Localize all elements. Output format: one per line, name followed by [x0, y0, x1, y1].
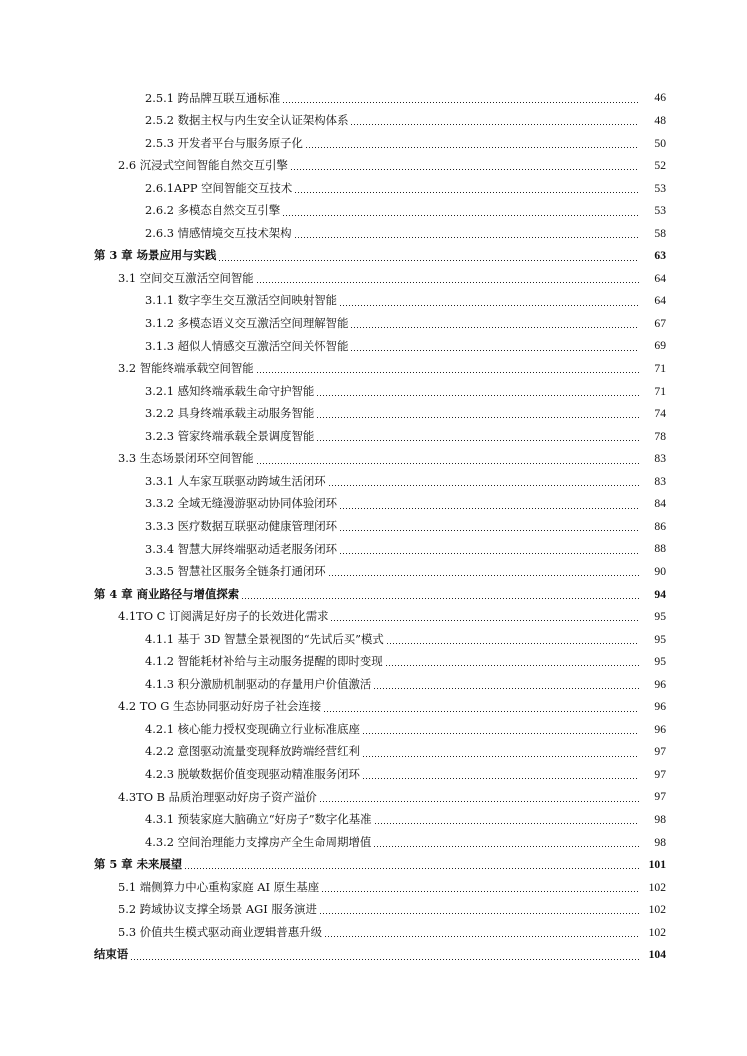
toc-chapter[interactable]: [0, 944, 747, 967]
toc-entry-page: 95: [654, 632, 666, 646]
dot-leader: [362, 747, 639, 758]
dot-leader: [362, 724, 639, 735]
toc-section[interactable]: [0, 696, 747, 719]
toc-section[interactable]: [0, 786, 747, 809]
toc-entry-title: 2.5.3 开发者平台与服务原子化: [145, 135, 303, 150]
toc-entry[interactable]: [0, 132, 747, 155]
toc-chapter[interactable]: [0, 245, 747, 268]
toc-entry-title: 5.1 端侧算力中心重构家庭 AI 原生基座: [118, 879, 320, 894]
toc-entry-title: 3.3.2 全域无缝漫游驱动协同体验闭环: [145, 496, 338, 511]
toc-entry-page: 95: [654, 610, 666, 624]
toc-entry[interactable]: [0, 538, 747, 561]
toc-section[interactable]: [0, 899, 747, 922]
toc-entry-title: 3.3.3 医疗数据互联驱动健康管理闭环: [145, 518, 338, 533]
dot-leader: [321, 882, 639, 893]
toc-entry-page: 74: [654, 407, 666, 421]
dot-leader: [294, 183, 639, 194]
toc-entry-title: 3.3.4 智慧大屏终端驱动适老服务闭环: [145, 541, 338, 556]
toc-section[interactable]: [0, 876, 747, 899]
dot-leader: [290, 160, 639, 171]
dot-leader: [316, 408, 639, 419]
toc-entry[interactable]: [0, 651, 747, 674]
toc-entry-page: 58: [654, 226, 666, 240]
dot-leader: [324, 927, 639, 938]
toc-chapter[interactable]: [0, 583, 747, 606]
toc-entry-page: 96: [654, 722, 666, 736]
toc-section[interactable]: [0, 448, 747, 471]
toc-entry-title: 2.6.3 情感情境交互技术架构: [145, 225, 292, 240]
dot-leader: [350, 318, 639, 329]
dot-leader: [294, 228, 639, 239]
toc-entry-title: 第 5 章 未来展望: [94, 857, 183, 872]
toc-entry[interactable]: [0, 87, 747, 110]
dot-leader: [319, 904, 639, 915]
toc-entry-title: 2.6.1APP 空间智能交互技术: [145, 180, 293, 195]
toc-entry-title: 3.1.2 多模态语义交互激活空间理解智能: [145, 316, 349, 331]
toc-entry[interactable]: [0, 312, 747, 335]
dot-leader: [362, 769, 639, 780]
toc-entry[interactable]: [0, 200, 747, 223]
toc-entry[interactable]: [0, 290, 747, 313]
toc-entry-page: 64: [654, 271, 666, 285]
toc-entry-title: 4.2.3 脱敏数据价值变现驱动精准服务闭环: [145, 766, 360, 781]
toc-entry-title: 2.5.1 跨品牌互联互通标准: [145, 90, 281, 105]
toc-entry-page: 102: [648, 880, 666, 894]
toc-entry-page: 95: [654, 655, 666, 669]
dot-leader: [184, 859, 639, 870]
toc-entry-page: 97: [654, 767, 666, 781]
toc-entry-page: 63: [654, 249, 666, 263]
toc-entry-title: 3.3.5 智慧社区服务全链条打通闭环: [145, 564, 326, 579]
dot-leader: [319, 792, 639, 803]
dot-leader: [385, 656, 639, 667]
toc-entry-page: 101: [648, 858, 666, 872]
toc-entry-title: 4.3TO B 品质治理驱动好房子资产溢价: [118, 789, 317, 804]
toc-entry-page: 104: [648, 948, 666, 962]
toc-entry-page: 96: [654, 677, 666, 691]
toc-chapter[interactable]: [0, 854, 747, 877]
dot-leader: [373, 679, 639, 690]
toc-entry[interactable]: [0, 628, 747, 651]
toc-entry-title: 3.3.1 人车家互联驱动跨域生活闭环: [145, 473, 326, 488]
toc-entry[interactable]: [0, 110, 747, 133]
toc-section[interactable]: [0, 155, 747, 178]
dot-leader: [241, 589, 639, 600]
dot-leader: [256, 363, 639, 374]
toc-entry-title: 4.2.2 意图驱动流量变现释放跨端经营红利: [145, 744, 360, 759]
dot-leader: [256, 454, 639, 465]
dot-leader: [328, 566, 639, 577]
toc-entry-page: 71: [654, 384, 666, 398]
toc-entry-title: 结束语: [94, 947, 129, 962]
toc-entry-title: 3.2.3 管家终端承载全景调度智能: [145, 428, 315, 443]
toc-entry[interactable]: [0, 718, 747, 741]
toc-section[interactable]: [0, 606, 747, 629]
dot-leader: [350, 341, 639, 352]
toc-entry-page: 84: [654, 497, 666, 511]
toc-entry[interactable]: [0, 380, 747, 403]
toc-entry-page: 46: [654, 91, 666, 105]
toc-entry-page: 67: [654, 316, 666, 330]
toc-entry[interactable]: [0, 560, 747, 583]
toc-entry-page: 94: [654, 587, 666, 601]
toc-entry[interactable]: [0, 763, 747, 786]
toc-entry-page: 52: [654, 159, 666, 173]
dot-leader: [339, 499, 639, 510]
dot-leader: [350, 115, 639, 126]
toc-entry-title: 4.1.3 积分激励机制驱动的存量用户价值激活: [145, 676, 372, 691]
toc-entry-title: 4.1.1 基于 3D 智慧全景视图的“先试后买”模式: [145, 631, 384, 646]
toc-entry-page: 86: [654, 519, 666, 533]
toc-entry-title: 3.1.3 超似人情感交互激活空间关怀智能: [145, 338, 349, 353]
toc-entry-page: 78: [654, 429, 666, 443]
toc-entry-page: 71: [654, 362, 666, 376]
toc-entry-page: 97: [654, 790, 666, 804]
toc-entry-title: 5.3 价值共生模式驱动商业逻辑普惠升级: [118, 924, 322, 939]
dot-leader: [386, 634, 639, 645]
toc-entry-page: 83: [654, 452, 666, 466]
toc-entry-page: 88: [654, 542, 666, 556]
dot-leader: [323, 702, 639, 713]
dot-leader: [339, 521, 639, 532]
dot-leader: [328, 476, 639, 487]
toc-entry[interactable]: [0, 809, 747, 832]
toc-entry[interactable]: [0, 222, 747, 245]
toc-entry-title: 3.2.1 感知终端承载生命守护智能: [145, 383, 315, 398]
toc-entry[interactable]: [0, 425, 747, 448]
dot-leader: [218, 251, 639, 262]
dot-leader: [373, 837, 639, 848]
toc-entry[interactable]: [0, 673, 747, 696]
table-of-contents: [0, 87, 747, 966]
dot-leader: [330, 611, 639, 622]
dot-leader: [256, 273, 639, 284]
toc-entry-title: 3.1.1 数字孪生交互激活空间映射智能: [145, 293, 338, 308]
toc-entry-page: 97: [654, 745, 666, 759]
toc-entry-page: 102: [648, 903, 666, 917]
toc-entry[interactable]: [0, 831, 747, 854]
toc-section[interactable]: [0, 921, 747, 944]
toc-section[interactable]: [0, 267, 747, 290]
dot-leader: [282, 206, 639, 217]
dot-leader: [282, 93, 639, 104]
toc-entry-page: 90: [654, 564, 666, 578]
toc-entry-page: 98: [654, 812, 666, 826]
toc-entry-page: 96: [654, 700, 666, 714]
toc-entry-page: 69: [654, 339, 666, 353]
toc-entry-title: 2.6.2 多模态自然交互引擎: [145, 203, 281, 218]
toc-entry-page: 53: [654, 181, 666, 195]
toc-entry-page: 53: [654, 204, 666, 218]
toc-entry-title: 5.2 跨域协议支撑全场景 AGI 服务演进: [118, 902, 317, 917]
toc-entry-page: 98: [654, 835, 666, 849]
dot-leader: [339, 544, 639, 555]
toc-entry-title: 4.3.1 预装家庭大脑确立“好房子”数字化基准: [145, 812, 372, 827]
toc-entry-title: 3.2 智能终端承载空间智能: [118, 361, 254, 376]
toc-entry-title: 第 3 章 场景应用与实践: [94, 248, 217, 263]
toc-entry-title: 4.1TO C 订阅满足好房子的长效进化需求: [118, 609, 329, 624]
toc-entry-page: 83: [654, 474, 666, 488]
toc-entry-title: 4.3.2 空间治理能力支撑房产全生命周期增值: [145, 834, 372, 849]
dot-leader: [305, 138, 639, 149]
toc-entry-title: 3.1 空间交互激活空间智能: [118, 270, 254, 285]
dot-leader: [316, 386, 639, 397]
toc-entry-title: 3.3 生态场景闭环空间智能: [118, 451, 254, 466]
toc-entry[interactable]: [0, 403, 747, 426]
toc-entry-page: 64: [654, 294, 666, 308]
dot-leader: [339, 296, 639, 307]
dot-leader: [374, 814, 639, 825]
toc-entry[interactable]: [0, 515, 747, 538]
toc-entry-title: 3.2.2 具身终端承载主动服务智能: [145, 406, 315, 421]
toc-entry-title: 4.1.2 智能耗材补给与主动服务提醒的即时变现: [145, 654, 383, 669]
toc-entry-title: 2.6 沉浸式空间智能自然交互引擎: [118, 158, 288, 173]
dot-leader: [130, 950, 639, 961]
toc-entry[interactable]: [0, 741, 747, 764]
toc-entry[interactable]: [0, 470, 747, 493]
toc-entry-title: 4.2.1 核心能力授权变现确立行业标准底座: [145, 721, 360, 736]
toc-entry-page: 50: [654, 136, 666, 150]
toc-entry[interactable]: [0, 335, 747, 358]
toc-entry-title: 第 4 章 商业路径与增值探索: [94, 586, 240, 601]
toc-entry-title: 2.5.2 数据主权与内生安全认证架构体系: [145, 113, 349, 128]
toc-section[interactable]: [0, 358, 747, 381]
toc-entry[interactable]: [0, 493, 747, 516]
toc-entry-page: 48: [654, 114, 666, 128]
dot-leader: [316, 431, 639, 442]
toc-entry[interactable]: [0, 177, 747, 200]
toc-entry-page: 102: [648, 925, 666, 939]
toc-entry-title: 4.2 TO G 生态协同驱动好房子社会连接: [118, 699, 322, 714]
